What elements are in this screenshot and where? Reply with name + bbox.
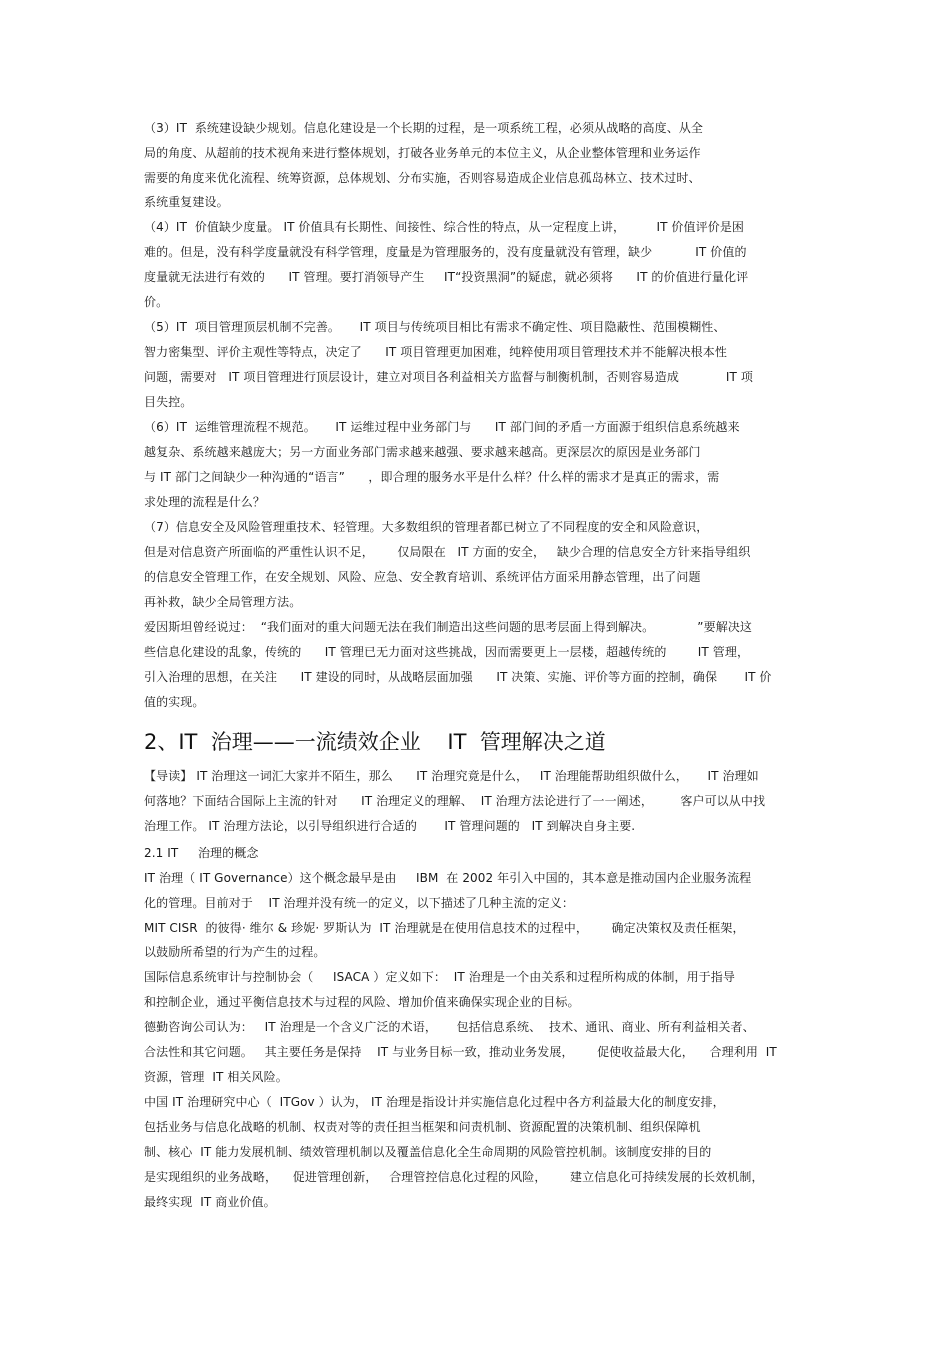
- text-line: 治理工作。 IT 治理方法论，以引导组织进行合适的 IT 管理问题的 IT 到解决自身主要.: [144, 819, 636, 833]
- text-line: 资源，管理 IT 相关风险。: [144, 1070, 288, 1084]
- text-line: （5）IT 项目管理顶层机制不完善。 IT 项目与传统项目相比有需求不确定性、项目隐蔽性、范围模糊性、: [144, 320, 726, 334]
- text-line: 德勤咨询公司认为： IT 治理是一个含义广泛的术语， 包括信息系统、 技术、通讯、商业、所有利益相关者、: [144, 1020, 755, 1034]
- text-line: 的信息安全管理工作，在安全规划、风险、应急、安全教育培训、系统评估方面采用静态管理，出了问题: [144, 570, 701, 584]
- text-line: 价。: [144, 295, 169, 309]
- text-line: IT 治理（ IT Governance）这个概念最早是由 IBM 在 2002 年引入中国的，其本意是推动国内企业服务流程: [144, 871, 752, 885]
- text-line: 【导读】 IT 治理这一词汇大家并不陌生，那么 IT 治理究竟是什么， IT 治理能帮助组织做什么， IT 治理如: [144, 769, 759, 783]
- subsection-heading: 2.1 IT 治理的概念: [144, 846, 259, 860]
- text-line: 值的实现。: [144, 695, 205, 709]
- text-line: 爱因斯坦曾经说过： “我们面对的重大问题无法在我们制造出这些问题的思考层面上得到解决。 ”要解决这: [144, 620, 753, 634]
- text-line: 局的角度、从超前的技术视角来进行整体规划，打破各业务单元的本位主义，从企业整体管理和业务运作: [144, 146, 701, 160]
- text-line: 制、核心 IT 能力发展机制、绩效管理机制以及覆盖信息化全生命周期的风险管控机制。该制度安排的目的: [144, 1145, 712, 1159]
- text-line: 越复杂、系统越来越庞大；另一方面业务部门需求越来越强、要求越来越高。更深层次的原因是业务部门: [144, 445, 701, 459]
- text-line: 国际信息系统审计与控制协会（ ISACA ）定义如下： IT 治理是一个由关系和过程所构成的体制，用于指导: [144, 970, 735, 984]
- text-line: （3）IT 系统建设缺少规划。信息化建设是一个长期的过程，是一项系统工程，必须从战略的高度、从全: [144, 121, 704, 135]
- text-line: 中国 IT 治理研究中心（ ITGov ）认为， IT 治理是指设计并实施信息化过程中各方利益最大化的制度安排，: [144, 1095, 725, 1109]
- text-line: 难的。但是，没有科学度量就没有科学管理，度量是为管理服务的，没有度量就没有管理，缺少 IT 价值的: [144, 245, 747, 259]
- section-heading: 2、IT 治理——一流绩效企业 IT 管理解决之道: [144, 730, 606, 754]
- text-line: 问题，需要对 IT 项目管理进行顶层设计，建立对项目各利益相关方监督与制衡机制，否则容易造成 IT 项: [144, 370, 753, 384]
- text-line: 些信息化建设的乱象，传统的 IT 管理已无力面对这些挑战，因而需要更上一层楼，超越传统的 IT 管理，: [144, 645, 750, 659]
- text-line: 与 IT 部门之间缺少一种沟通的“语言” ，即合理的服务水平是什么样？什么样的需求才是真正的需求，需: [144, 470, 720, 484]
- text-line: 和控制企业，通过平衡信息技术与过程的风险、增加价值来确保实现企业的目标。: [144, 995, 580, 1009]
- text-line: （4）IT 价值缺少度量。 IT 价值具有长期性、间接性、综合性的特点，从一定程度上讲， IT 价值评价是困: [144, 220, 745, 234]
- text-line: 但是对信息资产所面临的严重性认识不足， 仅局限在 IT 方面的安全， 缺少合理的信息安全方针来指导组织: [144, 545, 751, 559]
- text-line: 合法性和其它问题。 其主要任务是保持 IT 与业务目标一致，推动业务发展， 促使收益最大化， 合理利用 IT: [144, 1045, 777, 1059]
- text-line: （7）信息安全及风险管理重技术、轻管理。大多数组织的管理者都已树立了不同程度的安全和风险意识，: [144, 520, 709, 534]
- text-line: 最终实现 IT 商业价值。: [144, 1195, 276, 1209]
- text-line: 引入治理的思想，在关注 IT 建设的同时，从战略层面加强 IT 决策、实施、评价等方面的控制，确保 IT 价: [144, 670, 772, 684]
- text-line: 求处理的流程是什么？: [144, 495, 266, 509]
- text-line: 是实现组织的业务战略， 促进管理创新， 合理管控信息化过程的风险， 建立信息化可持续发展的长效机制，: [144, 1170, 764, 1184]
- text-line: 包括业务与信息化战略的机制、权责对等的责任担当框架和问责机制、资源配置的决策机制、组织保障机: [144, 1120, 701, 1134]
- text-line: 再补救，缺少全局管理方法。: [144, 595, 302, 609]
- text-line: 何落地？下面结合国际上主流的针对 IT 治理定义的理解、 IT 治理方法论进行了一一阐述， 客户可以从中找: [144, 794, 766, 808]
- text-line: 以鼓励所希望的行为产生的过程。: [144, 945, 326, 959]
- text-line: 度量就无法进行有效的 IT 管理。要打消领导产生 IT“投资黑洞”的疑虑，就必须将 IT 的价值进行量化评: [144, 270, 749, 284]
- text-line: MIT CISR 的彼得· 维尔 & 珍妮· 罗斯认为 IT 治理就是在使用信息技术的过程中， 确定决策权及责任框架，: [144, 921, 745, 935]
- text-line: （6）IT 运维管理流程不规范。 IT 运维过程中业务部门与 IT 部门间的矛盾一方面源于组织信息系统越来: [144, 420, 740, 434]
- text-line: 目失控。: [144, 395, 193, 409]
- text-line: 系统重复建设。: [144, 195, 229, 209]
- text-line: 智力密集型、评价主观性等特点，决定了 IT 项目管理更加困难，纯粹使用项目管理技术并不能解决根本性: [144, 345, 727, 359]
- text-line: 化的管理。目前对于 IT 治理并没有统一的定义，以下描述了几种主流的定义：: [144, 896, 574, 910]
- text-line: 需要的角度来优化流程、统筹资源，总体规划、分布实施，否则容易造成企业信息孤岛林立、技术过时、: [144, 171, 701, 185]
